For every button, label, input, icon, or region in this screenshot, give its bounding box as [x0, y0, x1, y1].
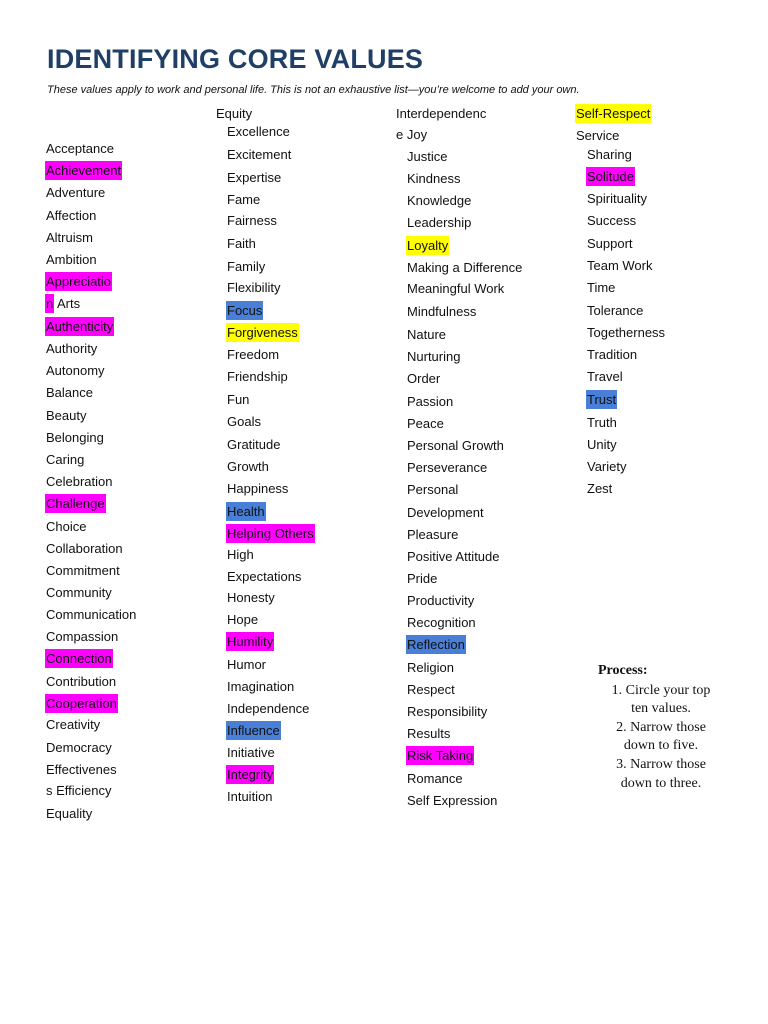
- value-item: Happiness: [227, 481, 289, 496]
- value-item: Adventure: [46, 185, 106, 200]
- value-item: Solitude: [587, 169, 634, 184]
- value-item: Gratitude: [227, 437, 281, 452]
- value-item: n: [46, 296, 54, 311]
- value-item: e Joy: [396, 127, 428, 142]
- value-item: Democracy: [46, 740, 112, 755]
- value-item: Belonging: [46, 430, 104, 445]
- value-item: Forgiveness: [227, 325, 298, 340]
- value-item: Honesty: [227, 590, 275, 605]
- value-item: Helping Others: [227, 526, 314, 541]
- value-item: Passion: [407, 394, 454, 409]
- value-item: Family: [227, 259, 266, 274]
- value-item: Choice: [46, 519, 87, 534]
- value-item: s Efficiency: [46, 783, 112, 798]
- value-item: Risk Taking: [407, 748, 474, 763]
- value-item: Connection: [46, 651, 112, 666]
- value-item: Growth: [227, 459, 269, 474]
- value-item: Equity: [216, 106, 253, 121]
- value-item: Faith: [227, 236, 256, 251]
- value-item: Independence: [227, 701, 310, 716]
- value-item: Spirituality: [587, 191, 647, 206]
- value-item: Leadership: [407, 215, 472, 230]
- value-item: Pleasure: [407, 527, 459, 542]
- value-item: Acceptance: [46, 141, 114, 156]
- value-item: Making a Difference: [407, 260, 523, 275]
- value-item: Collaboration: [46, 541, 123, 556]
- value-item: Variety: [587, 459, 627, 474]
- page-title: IDENTIFYING CORE VALUES: [47, 44, 424, 74]
- value-item: Ambition: [46, 252, 97, 267]
- value-item: Integrity: [227, 767, 274, 782]
- value-item: Responsibility: [407, 704, 488, 719]
- value-item: Personal: [407, 482, 459, 497]
- value-item: Truth: [587, 415, 617, 430]
- value-item: Community: [46, 585, 112, 600]
- value-item: Friendship: [227, 369, 288, 384]
- process-step-line: 3. Narrow those: [616, 756, 706, 772]
- process-step: [596, 756, 726, 793]
- value-item: Development: [407, 505, 484, 520]
- value-item: Sharing: [587, 147, 632, 162]
- value-item: Zest: [587, 481, 613, 496]
- value-item: Goals: [227, 414, 261, 429]
- value-item: Productivity: [407, 593, 475, 608]
- value-item: Creativity: [46, 717, 101, 732]
- value-item: Respect: [407, 682, 455, 697]
- value-item: Caring: [46, 452, 85, 467]
- value-item: Success: [587, 213, 637, 228]
- value-item: Effectivenes: [46, 762, 117, 777]
- value-item: Reflection: [407, 637, 465, 652]
- value-item: Loyalty: [407, 238, 449, 253]
- value-item: Beauty: [46, 408, 87, 423]
- value-item: Positive Attitude: [407, 549, 500, 564]
- process-steps: [596, 682, 726, 794]
- value-item: Humility: [227, 634, 274, 649]
- value-item: Togetherness: [587, 325, 666, 340]
- value-item: Tolerance: [587, 303, 644, 318]
- value-item: Fame: [227, 192, 261, 207]
- value-item: Communication: [46, 607, 137, 622]
- value-item: Expectations: [227, 569, 302, 584]
- value-item: Peace: [407, 416, 444, 431]
- value-item: Time: [587, 280, 616, 295]
- value-item: Trust: [587, 392, 617, 407]
- value-item: Recognition: [407, 615, 476, 630]
- value-item: Excitement: [227, 147, 292, 162]
- process-box: [596, 662, 726, 793]
- process-step-line: down to three.: [620, 775, 702, 791]
- value-item: Challenge: [46, 496, 105, 511]
- value-item: Humor: [227, 657, 267, 672]
- value-item: Autonomy: [46, 363, 105, 378]
- value-item: Meaningful Work: [407, 281, 505, 296]
- value-item: Hope: [227, 612, 259, 627]
- value-item: Pride: [407, 571, 438, 586]
- value-item: Affection: [46, 208, 97, 223]
- value-item: Justice: [407, 149, 448, 164]
- value-item: Focus: [227, 303, 263, 318]
- value-item: Interdependenc: [396, 106, 487, 121]
- value-item: Nurturing: [407, 349, 461, 364]
- value-item: Freedom: [227, 347, 280, 362]
- value-item: Altruism: [46, 230, 93, 245]
- value-item: Results: [407, 726, 451, 741]
- value-item: Unity: [587, 437, 617, 452]
- value-item: Kindness: [407, 171, 461, 186]
- value-item: Achievement: [46, 163, 122, 178]
- value-item: Self-Respect: [576, 106, 651, 121]
- value-item: Self Expression: [407, 793, 498, 808]
- process-step-line: 1. Circle your top: [611, 682, 711, 698]
- process-step: [596, 719, 726, 756]
- value-item: Religion: [407, 660, 454, 675]
- value-item: Team Work: [587, 258, 653, 273]
- value-item: Initiative: [227, 745, 275, 760]
- value-item: Celebration: [46, 474, 113, 489]
- value-item: Arts: [57, 296, 81, 311]
- value-item: Knowledge: [407, 193, 472, 208]
- value-item: Balance: [46, 385, 93, 400]
- value-item: Order: [407, 371, 441, 386]
- value-item: Support: [587, 236, 633, 251]
- value-item: Cooperation: [46, 696, 117, 711]
- value-item: Imagination: [227, 679, 295, 694]
- value-item: Tradition: [587, 347, 638, 362]
- value-item: Mindfulness: [407, 304, 477, 319]
- value-item: Flexibility: [227, 280, 281, 295]
- value-item: Contribution: [46, 674, 117, 689]
- value-item: Fun: [227, 392, 250, 407]
- value-item: Personal Growth: [407, 438, 504, 453]
- value-item: Travel: [587, 369, 623, 384]
- value-item: Health: [227, 504, 265, 519]
- process-step-line: ten values.: [631, 701, 691, 717]
- process-step-line: 2. Narrow those: [616, 719, 706, 735]
- value-item: Influence: [227, 723, 280, 738]
- value-item: High: [227, 547, 254, 562]
- page-subtitle: These values apply to work and personal life. This is not an exhaustive list—you’re welcome to add your own.: [47, 84, 580, 96]
- process-step-line: down to five.: [623, 738, 699, 754]
- value-item: Service: [576, 128, 620, 143]
- value-item: Fairness: [227, 213, 277, 228]
- value-item: Expertise: [227, 170, 282, 185]
- value-item: Equality: [46, 806, 93, 821]
- value-item: Nature: [407, 327, 447, 342]
- value-item: Compassion: [46, 629, 119, 644]
- process-title: Process:: [598, 663, 648, 678]
- value-item: Authenticity: [46, 319, 114, 334]
- value-item: Perseverance: [407, 460, 488, 475]
- value-item: Appreciatio: [46, 274, 112, 289]
- value-item: Excellence: [227, 124, 290, 139]
- value-item: Commitment: [46, 563, 120, 578]
- value-item: Authority: [46, 341, 98, 356]
- value-item: Intuition: [227, 789, 273, 804]
- value-item: Romance: [407, 771, 463, 786]
- process-step: [596, 682, 726, 719]
